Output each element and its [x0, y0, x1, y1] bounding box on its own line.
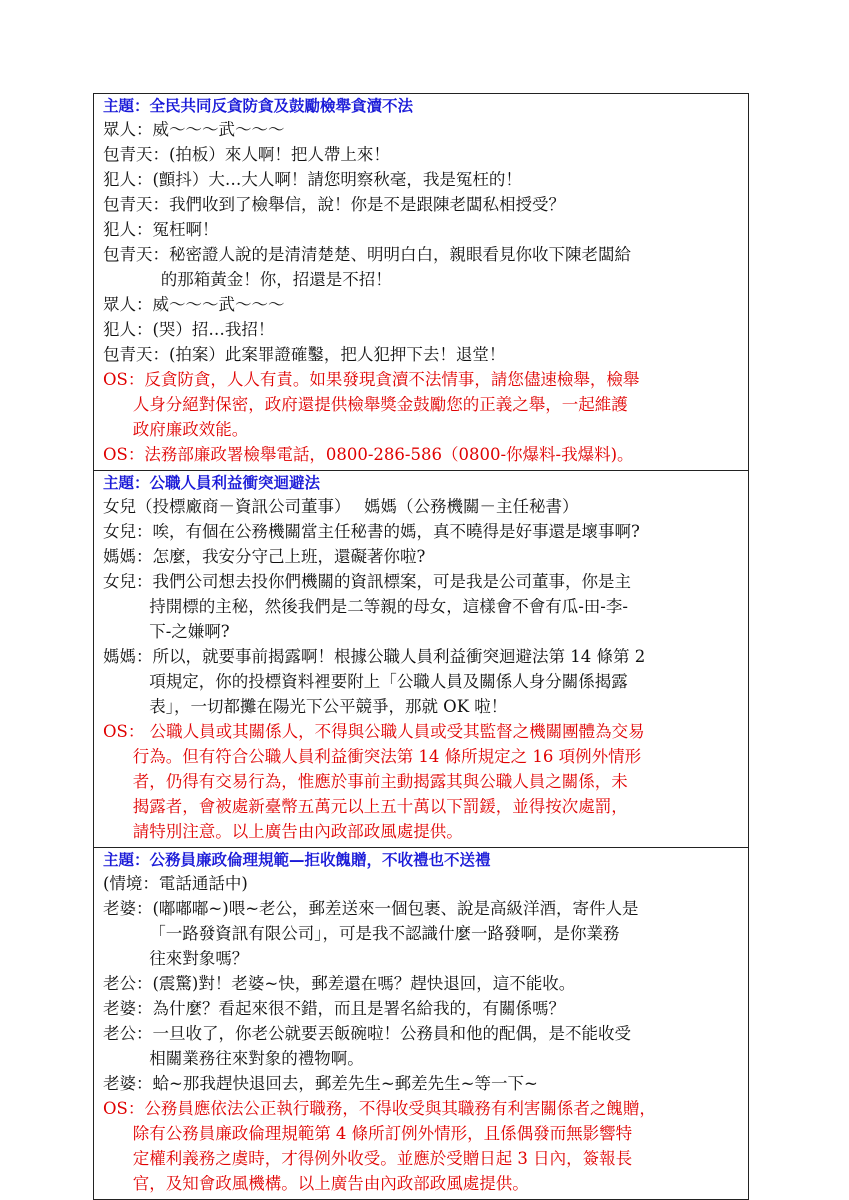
section-ethics-gifts	[94, 848, 748, 1199]
dialogue-line-continued: 「一路發資訊有限公司」，可是我不認識什麼一路發啊，是你業務	[149, 924, 620, 943]
dialogue-line-continued: 表」，一切都攤在陽光下公平競爭，那就 OK 啦！	[149, 697, 508, 716]
os-line-continued: 除有公務員廉政倫理規範第 4 條所訂例外情形，且係偶發而無影響特	[132, 1124, 633, 1143]
dialogue-line: 犯人：(顫抖）大…大人啊！請您明察秋毫，我是冤枉的！	[103, 170, 522, 189]
dialogue-line-continued: 下-之嫌啊?	[149, 622, 230, 641]
dialogue-line-continued: 往來對象嗎？	[149, 949, 249, 968]
dialogue-line: 媽媽：怎麼，我安分守己上班，還礙著你啦?	[103, 547, 426, 566]
roles-line: 女兒（投標廠商－資訊公司董事） 媽媽（公務機關－主任秘書）	[103, 497, 579, 516]
dialogue-line: 包青天：秘密證人說的是清清楚楚、明明白白，親眼看見你收下陳老闆給	[103, 245, 631, 264]
script-table	[93, 93, 749, 1200]
section-conflict-of-interest	[94, 471, 748, 848]
os-hotline-line: OS：法務部廉政署檢舉電話，0800-286-586（0800-你爆料-我爆料)。	[103, 445, 634, 464]
os-line-continued: 人身分絕對保密，政府還提供檢舉獎金鼓勵您的正義之舉，一起維護	[132, 395, 628, 414]
dialogue-line: 包青天：(拍案）此案罪證確鑿，把人犯押下去！退堂！	[103, 345, 506, 364]
section-anti-corruption	[94, 94, 748, 471]
os-line-continued: 行為。但有符合公職人員利益衝突法第 14 條所規定之 16 項例外情形	[132, 747, 642, 766]
dialogue-line: 包青天：我們收到了檢舉信，說！你是不是跟陳老闆私相授受？	[103, 195, 565, 214]
dialogue-line: 老公：(震驚)對！老婆~快，郵差還在嗎？趕快退回，這不能收。	[103, 974, 576, 993]
dialogue-line: 老婆：蛤~那我趕快退回去，郵差先生~郵差先生~等一下~	[103, 1074, 538, 1093]
dialogue-line-continued: 相關業務往來對象的禮物啊。	[149, 1049, 364, 1068]
dialogue-line: 包青天：(拍板）來人啊！把人帶上來！	[103, 145, 390, 164]
section-title: 主題：公務員廉政倫理規範—拒收餽贈，不收禮也不送禮	[103, 851, 491, 869]
dialogue-line: 媽媽：所以，就要事前揭露啊！根據公職人員利益衝突迴避法第 14 條第 2	[103, 647, 646, 666]
dialogue-line-continued: 的那箱黃金！你，招還是不招！	[160, 270, 392, 289]
dialogue-line: 女兒：唉，有個在公務機關當主任秘書的媽，真不曉得是好事還是壞事啊?	[103, 522, 640, 541]
scene-line: (情境：電話通話中)	[103, 874, 248, 893]
os-line-continued: 揭露者，會被處新臺幣五萬元以上五十萬以下罰鍰，並得按次處罰，	[132, 797, 628, 816]
os-line-continued: 者，仍得有交易行為，惟應於事前主動揭露其與公職人員之關係，未	[132, 772, 628, 791]
dialogue-line: 眾人：威～～～武～～～	[103, 295, 285, 314]
dialogue-line: 老婆：為什麼？看起來很不錯，而且是署名給我的，有關係嗎？	[103, 999, 565, 1018]
dialogue-line-continued: 項規定，你的投標資料裡要附上「公職人員及關係人身分關係揭露	[149, 672, 628, 691]
os-line: OS：反貪防貪，人人有責。如果發現貪瀆不法情事，請您儘速檢舉，檢舉	[103, 370, 640, 389]
dialogue-line: 老公：一旦收了，你老公就要丟飯碗啦！公務員和他的配偶，是不能收受	[103, 1024, 631, 1043]
os-line: OS： 公職人員或其關係人，不得與公職人員或受其監督之機關團體為交易	[103, 722, 645, 741]
os-line-continued: 定權利義務之虞時，才得例外收受。並應於受贈日起 3 日內，簽報長	[132, 1149, 633, 1168]
dialogue-line: 老婆：(嘟嘟嘟~)喂~老公，郵差送來一個包裹、說是高級洋酒，寄件人是	[103, 899, 639, 918]
dialogue-line: 女兒：我們公司想去投你們機關的資訊標案，可是我是公司董事，你是主	[103, 572, 631, 591]
os-line-continued: 請特別注意。以上廣告由內政部政風處提供。	[132, 822, 463, 841]
dialogue-line: 犯人：(哭）招…我招！	[103, 320, 275, 339]
os-line-continued: 政府廉政效能。	[132, 420, 249, 439]
section-title: 主題：全民共同反貪防貪及鼓勵檢舉貪瀆不法	[103, 97, 414, 115]
dialogue-line: 犯人：冤枉啊！	[103, 220, 219, 239]
section-title: 主題：公職人員利益衝突迴避法	[103, 474, 321, 492]
dialogue-line-continued: 持開標的主秘，然後我們是二等親的母女，這樣會不會有瓜-田-李-	[149, 597, 628, 616]
os-line: OS：公務員應依法公正執行職務，不得收受與其職務有利害關係者之餽贈，	[103, 1099, 656, 1118]
dialogue-line: 眾人：威～～～武～～～	[103, 120, 285, 139]
os-line-continued: 官，及知會政風機構。以上廣告由內政部政風處提供。	[132, 1174, 529, 1193]
